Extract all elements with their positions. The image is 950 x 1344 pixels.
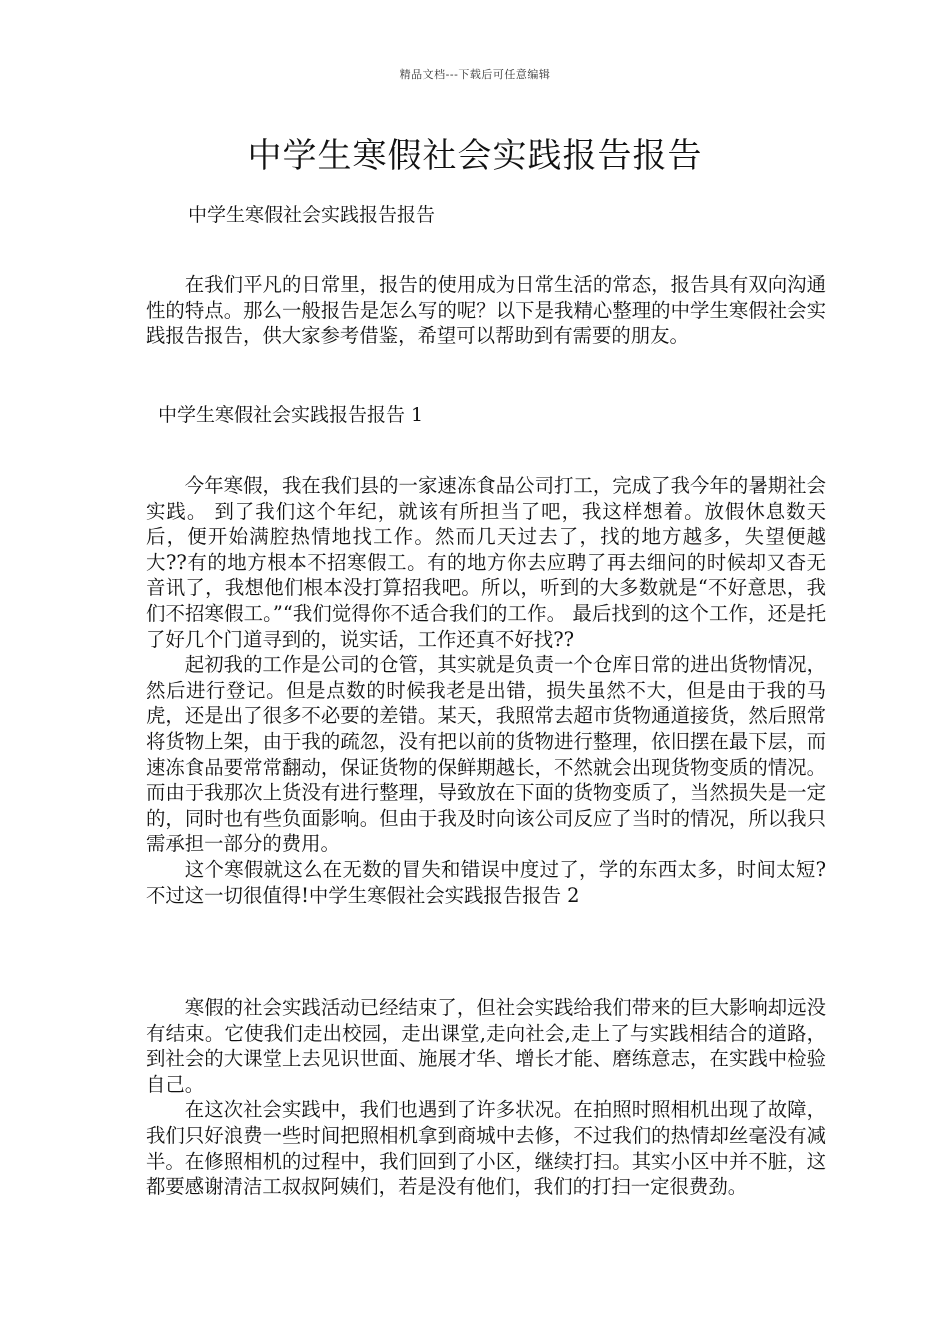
section-1-paragraph-1: 今年寒假，我在我们县的一家速冻食品公司打工，完成了我今年的暑期社会实践。 到了我们这个年纪，就该有所担当了吧，我这样想着。放假休息数天后，便开始满腔热情地找工作。然而几天过去了，找的地方越多，失望便越大??有的地方根本不招寒假工。有的地方你去应聘了再去细问的时候却又杳无音讯了，我想他们根本没打算招我吧。所以，听到的大多数就是“不好意思，我们不招寒假工。”“我们觉得你不适合我们的工作。 最后找到的这个工作，还是托了好几个门道寻到的，说实话，工作还真不好找?? (146, 474, 826, 651)
section-1-body (146, 473, 826, 908)
page-header-note: 精品文档---下载后可任意编辑 (399, 68, 551, 81)
section-1-paragraph-2: 起初我的工作是公司的仓管，其实就是负责一个仓库日常的进出货物情况，然后进行登记。但是点数的时候我老是出错，损失虽然不大，但是由于我的马虎，还是出了很多不必要的差错。某天，我照常去超市货物通道接货，然后照常将货物上架，由于我的疏忽，没有把以前的货物进行整理，依旧摆在最下层，而速冻食品要常常翻动，保证货物的保鲜期越长，不然就会出现货物变质的情况。而由于我那次上货没有进行整理，导致放在下面的货物变质了，当然损失是一定的，同时也有些负面影响。但由于我及时向该公司反应了当时的情况，所以我只需承担一部分的费用。 (146, 653, 826, 856)
section-1-heading: 中学生寒假社会实践报告报告 1 (158, 404, 424, 426)
section-2-body (146, 995, 826, 1200)
section-1-paragraph-3: 这个寒假就这么在无数的冒失和错误中度过了，学的东西太多，时间太短?不过这一切很值得!中学生寒假社会实践报告报告 2 (146, 857, 826, 907)
document-title: 中学生寒假社会实践报告报告 (247, 136, 703, 176)
intro-block (146, 272, 826, 349)
section-2-paragraph-2: 在这次社会实践中，我们也遇到了许多状况。在拍照时照相机出现了故障，我们只好浪费一些时间把照相机拿到商城中去修，不过我们的热情却丝毫没有减半。在修照相机的过程中，我们回到了小区，继续打扫。其实小区中并不脏，这都要感谢清洁工叔叔阿姨们，若是没有他们，我们的打扫一定很费劲。 (146, 1098, 826, 1199)
document-subtitle: 中学生寒假社会实践报告报告 (188, 204, 436, 226)
section-2-paragraph-1: 寒假的社会实践活动已经结束了，但社会实践给我们带来的巨大影响却远没有结束。它使我们走出校园，走出课堂,走向社会,走上了与实践相结合的道路，到社会的大课堂上去见识世面、施展才华、增长才能、磨练意志，在实践中检验自己。 (146, 996, 826, 1096)
intro-paragraph: 在我们平凡的日常里，报告的使用成为日常生活的常态，报告具有双向沟通性的特点。那么一般报告是怎么写的呢？以下是我精心整理的中学生寒假社会实践报告报告，供大家参考借鉴，希望可以帮助到有需要的朋友。 (146, 273, 826, 348)
